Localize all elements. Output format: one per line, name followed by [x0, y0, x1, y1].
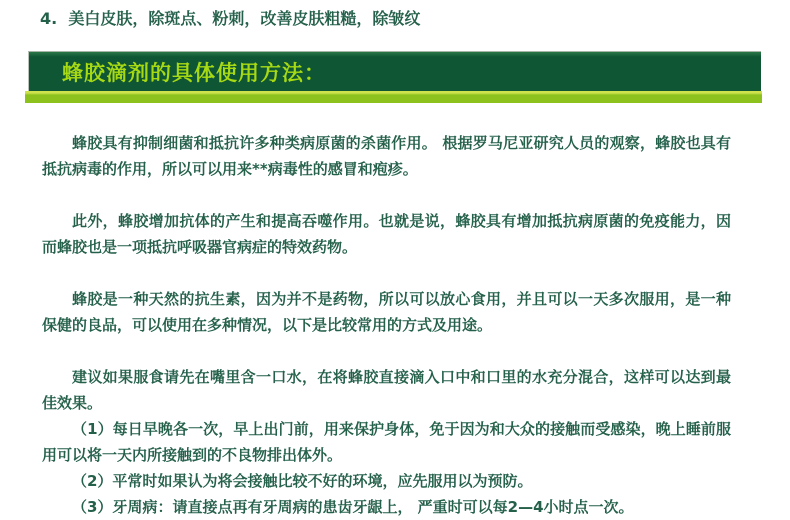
usage-item-2: （2）平常时如果认为将会接触比较不好的环境，应先服用以为预防。 — [72, 472, 533, 490]
usage-item-3: （3）牙周病：请直接点再有牙周病的患齿牙龈上， 严重时可以每2—4小时点一次。 — [72, 498, 634, 516]
intro-paragraph-immunity: 此外，蜂胶增加抗体的产生和提高吞噬作用。也就是说，蜂胶具有增加抵抗病原菌的免疫能力，因而蜂胶也是一项抵抗呼吸器官病症的特效药物。 — [42, 212, 731, 256]
banner-accent-stripe — [25, 91, 762, 103]
benefit-item-4: 4. 美白皮肤，除斑点、粉刺，改善皮肤粗糙，除皱纹 — [40, 9, 421, 28]
section-banner — [28, 51, 761, 91]
usage-item-1: （1）每日早晚各一次，早上出门前，用来保护身体，免于因为和大众的接触而受感染，晚上睡前服用可以将一天内所接触到的不良物排出体外。 — [42, 420, 731, 464]
body-content — [42, 130, 731, 520]
usage-list — [42, 416, 731, 520]
section-title: 蜂胶滴剂的具体使用方法： — [62, 60, 326, 85]
intro-paragraph-advice: 建议如果服食请先在嘴里含一口水，在将蜂胶直接滴入口中和口里的水充分混合，这样可以达到最佳效果。 — [42, 368, 731, 412]
intro-paragraph-natural-antibiotic: 蜂胶是一种天然的抗生素，因为并不是药物，所以可以放心食用，并且可以一天多次服用，是一种保健的良品，可以使用在多种情况，以下是比较常用的方式及用途。 — [42, 290, 731, 334]
intro-paragraph-antibacterial: 蜂胶具有抑制细菌和抵抗许多种类病原菌的杀菌作用。 根据罗马尼亚研究人员的观察，蜂胶也具有抵抗病毒的作用，所以可以用来**病毒性的感冒和疱疹。 — [42, 134, 731, 178]
